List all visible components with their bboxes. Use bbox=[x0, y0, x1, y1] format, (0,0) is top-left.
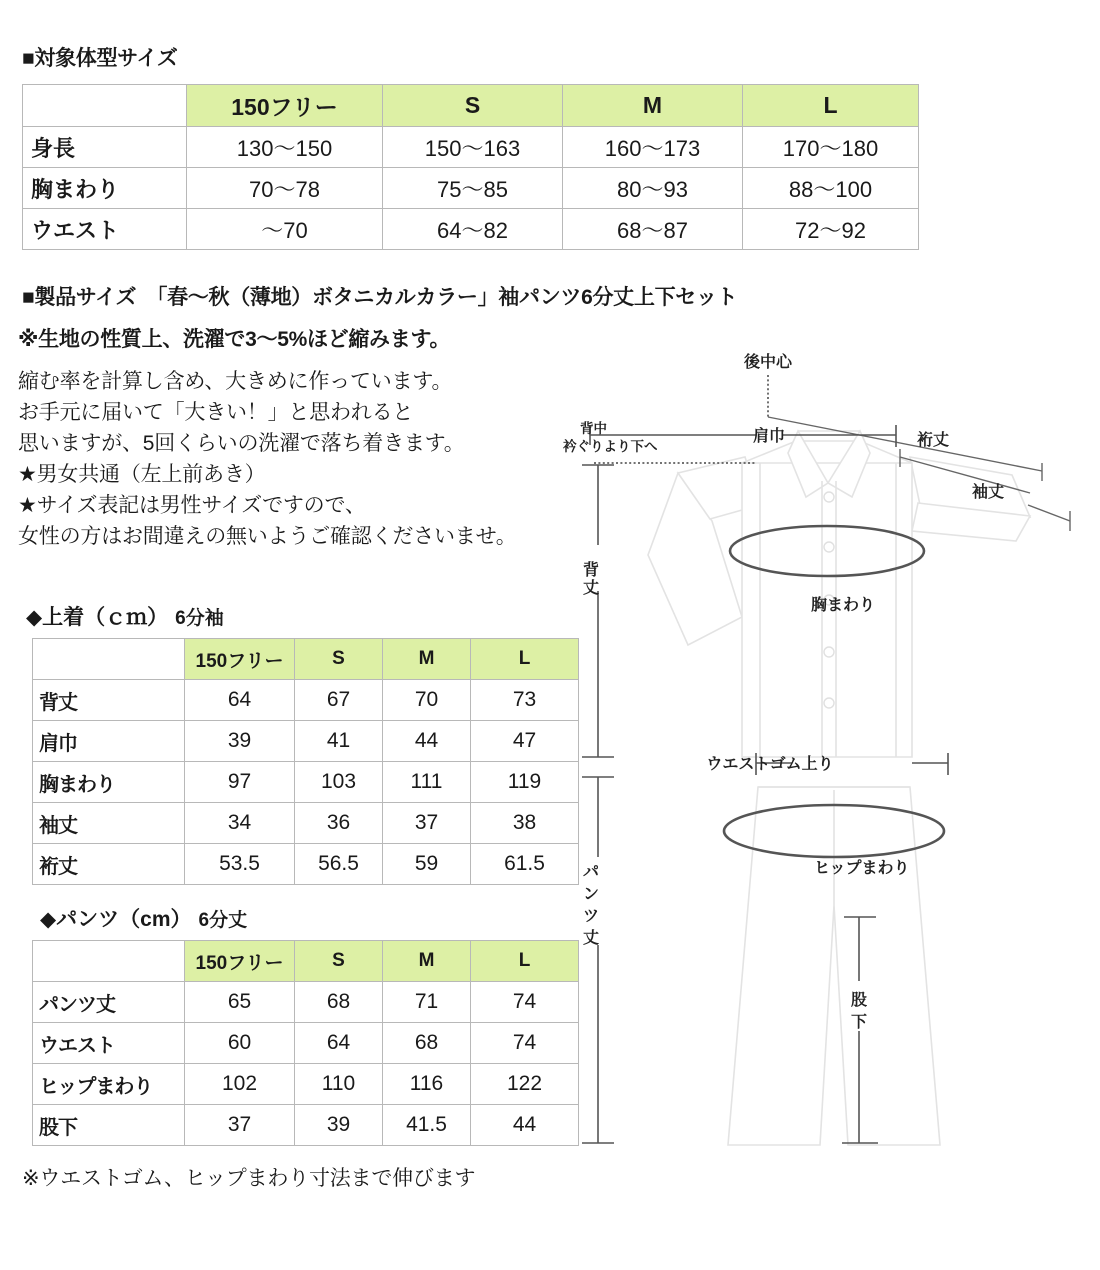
col-header-s: S bbox=[295, 639, 383, 680]
cell: 130〜150 bbox=[187, 127, 383, 168]
label-back-center: 後中心 bbox=[743, 354, 793, 371]
table-row bbox=[33, 721, 579, 762]
cell: 47 bbox=[471, 721, 579, 762]
jacket-caption-sub: 6分袖 bbox=[175, 608, 224, 629]
cell: 68〜87 bbox=[563, 209, 743, 250]
label-inseam: 股 bbox=[850, 992, 868, 1009]
corner-cell bbox=[23, 85, 187, 127]
table-row bbox=[23, 209, 919, 250]
cell: 74 bbox=[471, 1023, 579, 1064]
cell: 68 bbox=[383, 1023, 471, 1064]
label-back-length: 背 bbox=[582, 562, 600, 579]
table-row bbox=[33, 762, 579, 803]
table-row bbox=[33, 844, 579, 885]
table-header-row bbox=[33, 941, 579, 982]
cell: 64 bbox=[295, 1023, 383, 1064]
paragraph-line: 女性の方はお間違えの無いようご確認くださいませ。 bbox=[18, 525, 517, 548]
col-header-m: M bbox=[383, 639, 471, 680]
pants-table-wrap bbox=[32, 940, 579, 1146]
row-label: ウエスト bbox=[23, 209, 187, 250]
body-size-table bbox=[22, 84, 919, 250]
table-row bbox=[33, 1023, 579, 1064]
cell: 70 bbox=[383, 680, 471, 721]
row-label: パンツ丈 bbox=[33, 982, 185, 1023]
row-label: 背丈 bbox=[33, 680, 185, 721]
cell: 170〜180 bbox=[743, 127, 919, 168]
cell: 119 bbox=[471, 762, 579, 803]
cell: 38 bbox=[471, 803, 579, 844]
cell: 59 bbox=[383, 844, 471, 885]
label-yuki: 裄丈 bbox=[917, 432, 950, 449]
cell: 67 bbox=[295, 680, 383, 721]
cell: 122 bbox=[471, 1064, 579, 1105]
jacket-table-wrap bbox=[32, 638, 579, 885]
table-row bbox=[33, 1064, 579, 1105]
table-row bbox=[23, 127, 919, 168]
cell: 36 bbox=[295, 803, 383, 844]
label-back-neck-2: 衿ぐりより下へ bbox=[563, 439, 658, 454]
label-chest: 胸まわり bbox=[811, 597, 876, 614]
col-header-150free: 150フリー bbox=[185, 941, 295, 982]
corner-cell bbox=[33, 639, 185, 680]
corner-cell bbox=[33, 941, 185, 982]
paragraph-line: ★サイズ表記は男性サイズですので、 bbox=[18, 494, 366, 517]
jacket-caption-text: ◆上着（ｃｍ） bbox=[26, 606, 169, 629]
row-label: 胸まわり bbox=[33, 762, 185, 803]
row-label: ヒップまわり bbox=[33, 1064, 185, 1105]
col-header-s: S bbox=[383, 85, 563, 127]
row-label: ウエスト bbox=[33, 1023, 185, 1064]
col-header-m: M bbox=[383, 941, 471, 982]
col-header-s: S bbox=[295, 941, 383, 982]
cell: 64 bbox=[185, 680, 295, 721]
body-size-heading: ■対象体型サイズ bbox=[22, 47, 178, 70]
cell: 64〜82 bbox=[383, 209, 563, 250]
cell: 103 bbox=[295, 762, 383, 803]
cell: 70〜78 bbox=[187, 168, 383, 209]
label-sleeve-length: 袖丈 bbox=[972, 484, 1005, 501]
jacket-caption bbox=[26, 601, 224, 631]
row-label: 袖丈 bbox=[33, 803, 185, 844]
body-size-table-wrap bbox=[22, 84, 919, 250]
cell: 80〜93 bbox=[563, 168, 743, 209]
shrink-note: ※生地の性質上、洗濯で3〜5%ほど縮みます。 bbox=[18, 328, 451, 351]
table-row bbox=[33, 1105, 579, 1146]
row-label: 胸まわり bbox=[23, 168, 187, 209]
product-paragraph bbox=[18, 366, 517, 552]
col-header-150free: 150フリー bbox=[185, 639, 295, 680]
col-header-150free: 150フリー bbox=[187, 85, 383, 127]
row-label: 裄丈 bbox=[33, 844, 185, 885]
pants-table bbox=[32, 940, 579, 1146]
label-back-neck: 背中 bbox=[580, 421, 607, 436]
pants-caption-sub: 6分丈 bbox=[198, 910, 248, 931]
paragraph-line: 思いますが、5回くらいの洗濯で落ち着きます。 bbox=[18, 432, 465, 455]
pants-footnote: ※ウエストゴム、ヒップまわり寸法まで伸びます bbox=[22, 1167, 476, 1190]
label-waist-elastic: ウエストゴム上り bbox=[706, 756, 834, 773]
cell: 97 bbox=[185, 762, 295, 803]
svg-text:ツ: ツ bbox=[582, 908, 600, 925]
label-shoulder-width: 肩巾 bbox=[752, 428, 786, 445]
cell: 〜70 bbox=[187, 209, 383, 250]
cell: 37 bbox=[383, 803, 471, 844]
cell: 60 bbox=[185, 1023, 295, 1064]
paragraph-line: お手元に届いて「大きい！」と思われると bbox=[18, 401, 414, 424]
cell: 44 bbox=[471, 1105, 579, 1146]
cell: 68 bbox=[295, 982, 383, 1023]
col-header-l: L bbox=[743, 85, 919, 127]
col-header-l: L bbox=[471, 639, 579, 680]
cell: 74 bbox=[471, 982, 579, 1023]
table-header-row bbox=[33, 639, 579, 680]
svg-text:ン: ン bbox=[582, 886, 600, 903]
row-label: 股下 bbox=[33, 1105, 185, 1146]
cell: 71 bbox=[383, 982, 471, 1023]
row-label: 身長 bbox=[23, 127, 187, 168]
jacket-table bbox=[32, 638, 579, 885]
cell: 41.5 bbox=[383, 1105, 471, 1146]
svg-text:丈: 丈 bbox=[582, 580, 600, 597]
table-row bbox=[33, 803, 579, 844]
cell: 65 bbox=[185, 982, 295, 1023]
table-header-row bbox=[23, 85, 919, 127]
table-row bbox=[33, 982, 579, 1023]
cell: 44 bbox=[383, 721, 471, 762]
cell: 150〜163 bbox=[383, 127, 563, 168]
label-pants-length: パ bbox=[582, 864, 600, 881]
svg-text:丈: 丈 bbox=[582, 930, 600, 947]
svg-text:下: 下 bbox=[850, 1014, 868, 1031]
cell: 34 bbox=[185, 803, 295, 844]
table-row bbox=[23, 168, 919, 209]
paragraph-line: ★男女共通（左上前あき） bbox=[18, 463, 266, 486]
cell: 41 bbox=[295, 721, 383, 762]
cell: 61.5 bbox=[471, 844, 579, 885]
cell: 110 bbox=[295, 1064, 383, 1105]
cell: 75〜85 bbox=[383, 168, 563, 209]
product-size-heading: ■製品サイズ 「春〜秋（薄地）ボタニカルカラー」袖パンツ6分丈上下セット bbox=[22, 286, 738, 309]
pants-caption bbox=[40, 903, 247, 933]
cell: 116 bbox=[383, 1064, 471, 1105]
cell: 88〜100 bbox=[743, 168, 919, 209]
garment-diagram bbox=[560, 345, 1100, 1175]
cell: 73 bbox=[471, 680, 579, 721]
pants-caption-text: ◆パンツ（cm） bbox=[40, 908, 192, 931]
col-header-l: L bbox=[471, 941, 579, 982]
cell: 160〜173 bbox=[563, 127, 743, 168]
cell: 37 bbox=[185, 1105, 295, 1146]
cell: 102 bbox=[185, 1064, 295, 1105]
row-label: 肩巾 bbox=[33, 721, 185, 762]
table-row bbox=[33, 680, 579, 721]
cell: 39 bbox=[185, 721, 295, 762]
cell: 53.5 bbox=[185, 844, 295, 885]
cell: 72〜92 bbox=[743, 209, 919, 250]
cell: 39 bbox=[295, 1105, 383, 1146]
col-header-m: M bbox=[563, 85, 743, 127]
cell: 56.5 bbox=[295, 844, 383, 885]
cell: 111 bbox=[383, 762, 471, 803]
paragraph-line: 縮む率を計算し含め、大きめに作っています。 bbox=[18, 370, 453, 393]
label-hip: ヒップまわり bbox=[814, 860, 910, 877]
